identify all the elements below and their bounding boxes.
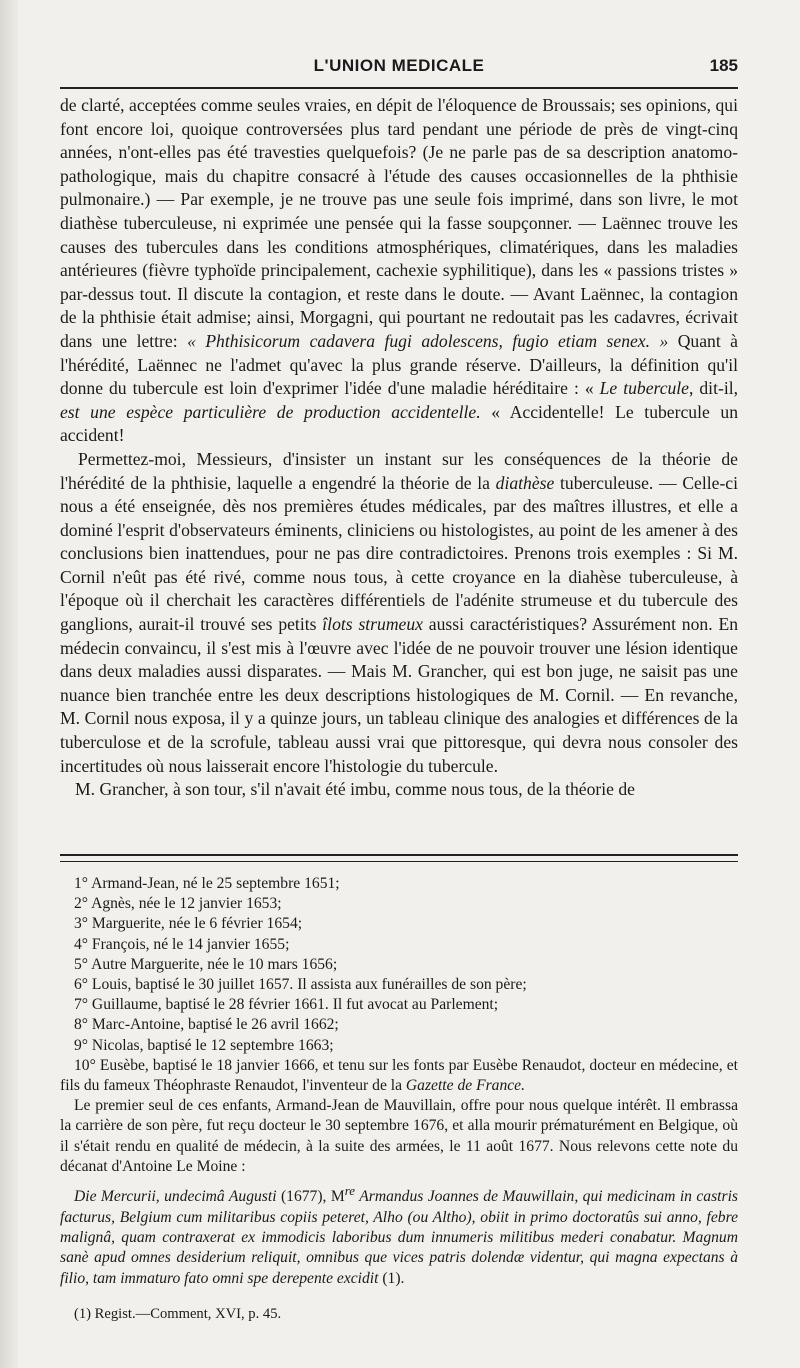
list-item: 6° Louis, baptisé le 30 juillet 1657. Il assista aux funérailles de son père;	[74, 976, 527, 994]
genealogy-note	[60, 874, 738, 1177]
latin-part: Die Mercurii, undecimâ Augusti	[74, 1188, 281, 1206]
list-item: 3° Marguerite, née le 6 février 1654;	[74, 915, 303, 933]
list-item: 5° Autre Marguerite, née le 10 mars 1656;	[74, 955, 338, 973]
text-run: Permettez-moi, Messieurs, d'insister un instant sur les conséquences de la théorie de l'hérédité de la phthisie, laquelle a engendré la théorie de la	[60, 448, 738, 493]
page-number: 185	[709, 56, 738, 75]
latin-superscript: re	[344, 1183, 356, 1198]
italic-run: Le tubercule	[599, 378, 689, 399]
paragraph-1	[60, 94, 738, 448]
text-run: tuberculeuse. — Celle-ci nous a été enseignée, dès nos premières études médicales, par des maîtres illustres, et elle a dominé l'esprit d'observateurs éminents, cliniciens ou histologistes, au point de les amener à des conclusions bien inattendues, pour ne pas dire contradictoires. Prenons trois exemples : Si M. Cornil n'eût pas été rivé, comme nous tous, à cette croyance en la diahèse tuberculeuse, à l'époque où il cherchait les caractères différentiels de l'adénite strumeuse et du tubercule des ganglions, aurait-il trouvé ses petits	[60, 472, 739, 635]
scan-edge	[0, 0, 18, 1368]
notes-rule	[60, 854, 738, 862]
list-item: 2° Agnès, née le 12 janvier 1653;	[74, 895, 282, 913]
latin-part: (1677), M	[280, 1188, 345, 1206]
running-title: L'UNION MEDICALE	[313, 56, 485, 75]
text-run: « Accidentelle! Le tubercule un accident!	[60, 401, 738, 446]
header-rule	[60, 87, 738, 89]
paragraph-3	[60, 778, 738, 802]
italic-run: est une espèce particulière de production accidentelle.	[60, 401, 481, 422]
text-run: aussi caractéristiques? Assurément non. En médecin convaincu, il s'est mis à l'œuvre avec l'idée de ne pouvoir trouver une lésion identique dans deux maladies aussi disparates. — Mais M. Grancher, qui est bon juge, ne saisit pas une nuance bien tranchée entre les deux descriptions histologiques de M. Cornil. — En revanche, M. Cornil nous exposa, il y a quinze jours, un tableau clinique des analogies et différences de la tuberculose et de la scrofule, tableau aussi vrai que pittoresque, qui devra nous consoler des incertitudes où nous laisserait encore l'histologie du tubercule.	[60, 614, 738, 776]
text-run: Quant à l'hérédité, Laënnec ne l'admet qu'avec la plus grande réserve. D'ailleurs, la définition qu'il donne du tubercule est loin d'exprimer l'idée d'une maladie héréditaire : «	[60, 330, 738, 399]
gazette-title: Gazette de France.	[405, 1077, 525, 1095]
italic-run: diathèse	[495, 472, 555, 493]
latin-part: (1).	[382, 1269, 405, 1287]
main-text	[60, 94, 738, 802]
list-item: 1° Armand-Jean, né le 25 septembre 1651;	[74, 875, 340, 892]
text-run: de clarté, acceptées comme seules vraies, en dépit de l'éloquence de Broussais; ses opinions, qui font encore loi, quoique controversées plus tard pendant une période de près de vingt-cinq années, n'ont-elles pas été travesties quelquefois? (Je ne parle pas de sa description anatomo-pathologique, mais du chapitre consacré à l'étude des causes occasionnelles de la phthisie pulmonaire.) — Par exemple, je ne trouve pas une seule fois imprimé, dans son livre, le mot diathèse tuberculeuse, ni exprimée une pensée qui la fasse soupçonner. — Laënnec trouve les causes des tubercules dans les conditions atmosphériques, climatériques, dans les maladies antérieures (fièvre typhoïde principalement, cachexie syphilitique), dans les « passions tristes » par-dessus tout. Il discute la contagion, et reste dans le doute. — Avant Laënnec, la contagion de la phthisie était admise; ainsi, Morgagni, qui pourtant ne redoutait pas les cadavres, écrivait dans une lettre:	[60, 95, 738, 351]
latin-quotation	[60, 1181, 738, 1289]
closing-paragraph: Le premier seul de ces enfants, Armand-Jean de Mauvillain, offre pour nous quelque intérêt. Il embrassa la carrière de son père, fut reçu docteur le 30 septembre 1676, et alla mourir prématurément en Belgique, où il s'était rendu en qualité de médecin, à la suite des armées, le 11 août 1677. Nous relevons cette note du décanat d'Antoine Le Moine :	[60, 1097, 738, 1175]
text-run: , dit-il,	[689, 378, 738, 399]
text-run: M. Grancher, à son tour, s'il n'avait été imbu, comme nous tous, de la théorie de	[75, 779, 635, 800]
page-header	[60, 52, 738, 86]
paragraph-2	[60, 448, 738, 778]
italic-run: « Phthisicorum cadavera fugi adolescens, fugio etiam senex. »	[187, 330, 669, 351]
list-item: 8° Marc-Antoine, baptisé le 26 avril 1662;	[74, 1016, 339, 1034]
footnote: (1) Regist.—Comment, XVI, p. 45.	[74, 1306, 282, 1322]
italic-run: îlots strumeux	[322, 614, 423, 635]
tenth-child-text: 10° Eusèbe, baptisé le 18 janvier 1666, et tenu sur les fonts par Eusèbe Renaudot, docteur en médecine, et fils du fameux Théophraste Renaudot, l'inventeur de la	[60, 1056, 738, 1095]
children-list	[60, 874, 738, 1056]
list-item: 9° Nicolas, baptisé le 12 septembre 1663;	[74, 1036, 334, 1054]
latin-part: Armandus Joannes de Mauwillain, qui medicinam in castris facturus, Belgium cum militaribus copiis peteret, Alho (ou Altho), obiit in primo doctoratûs sui anno, febre malignâ, quam contraxerat ex immodicis laboribus dum innumeris militibus mederi conabatur. Magnum sanè apud omnes desiderium reliquit, omnibus que vices patris dolendæ videntur, qui magna expectans à filio, tam immaturo fato omni spe derepente excidit	[60, 1188, 738, 1287]
list-item: 7° Guillaume, baptisé le 28 février 1661. Il fut avocat au Parlement;	[74, 996, 499, 1014]
list-item: 4° François, né le 14 janvier 1655;	[74, 935, 290, 953]
tenth-child	[60, 1056, 738, 1096]
